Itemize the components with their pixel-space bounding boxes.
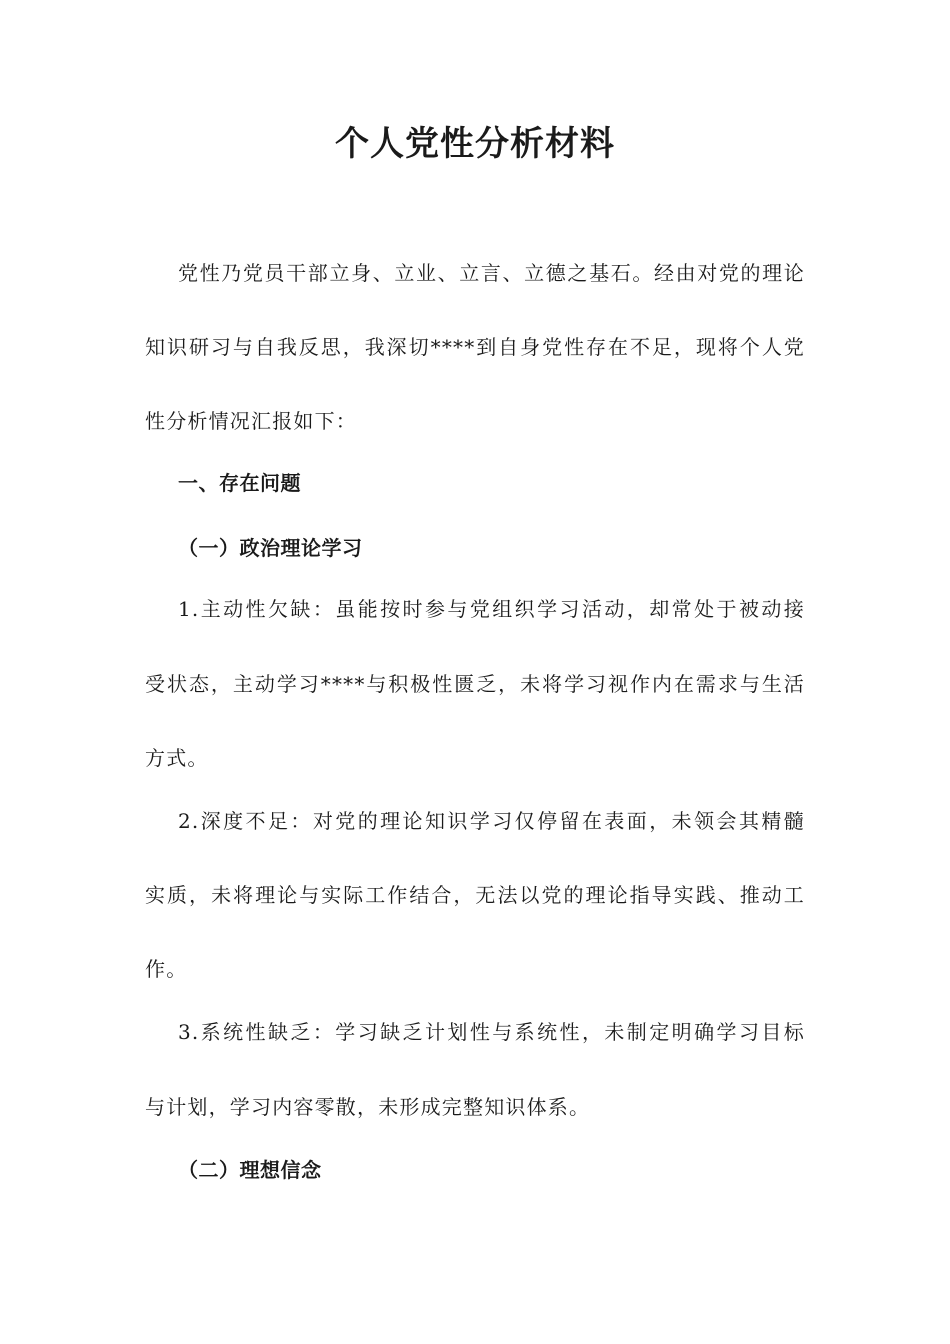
intro-line-1: 党性乃党员干部立身、立业、立言、立德之基石。经由对党的理论 — [178, 261, 805, 285]
subsection-heading-ideals-beliefs: （二）理想信念 — [178, 1158, 322, 1182]
item2-line-2: 实质，未将理论与实际工作结合，无法以党的理论指导实践、推动工 — [145, 883, 805, 907]
intro-line-2: 知识研习与自我反思，我深切****到自身党性存在不足，现将个人党 — [145, 335, 805, 359]
item1-line-2: 受状态，主动学习****与积极性匮乏，未将学习视作内在需求与生活 — [145, 672, 805, 696]
item1-line-1: 1.主动性欠缺：虽能按时参与党组织学习活动，却常处于被动接 — [178, 597, 805, 621]
item3-line-2: 与计划，学习内容零散，未形成完整知识体系。 — [145, 1095, 591, 1119]
document-title: 个人党性分析材料 — [335, 124, 615, 164]
item3-line-1: 3.系统性缺乏：学习缺乏计划性与系统性，未制定明确学习目标 — [178, 1020, 805, 1044]
section-heading-problems: 一、存在问题 — [178, 471, 301, 495]
subsection-heading-political-theory: （一）政治理论学习 — [178, 536, 363, 560]
item1-line-3: 方式。 — [145, 746, 209, 770]
item2-line-1: 2.深度不足：对党的理论知识学习仅停留在表面，未领会其精髓 — [178, 809, 805, 833]
item2-line-3: 作。 — [145, 957, 188, 981]
intro-line-3: 性分析情况汇报如下： — [145, 409, 357, 433]
